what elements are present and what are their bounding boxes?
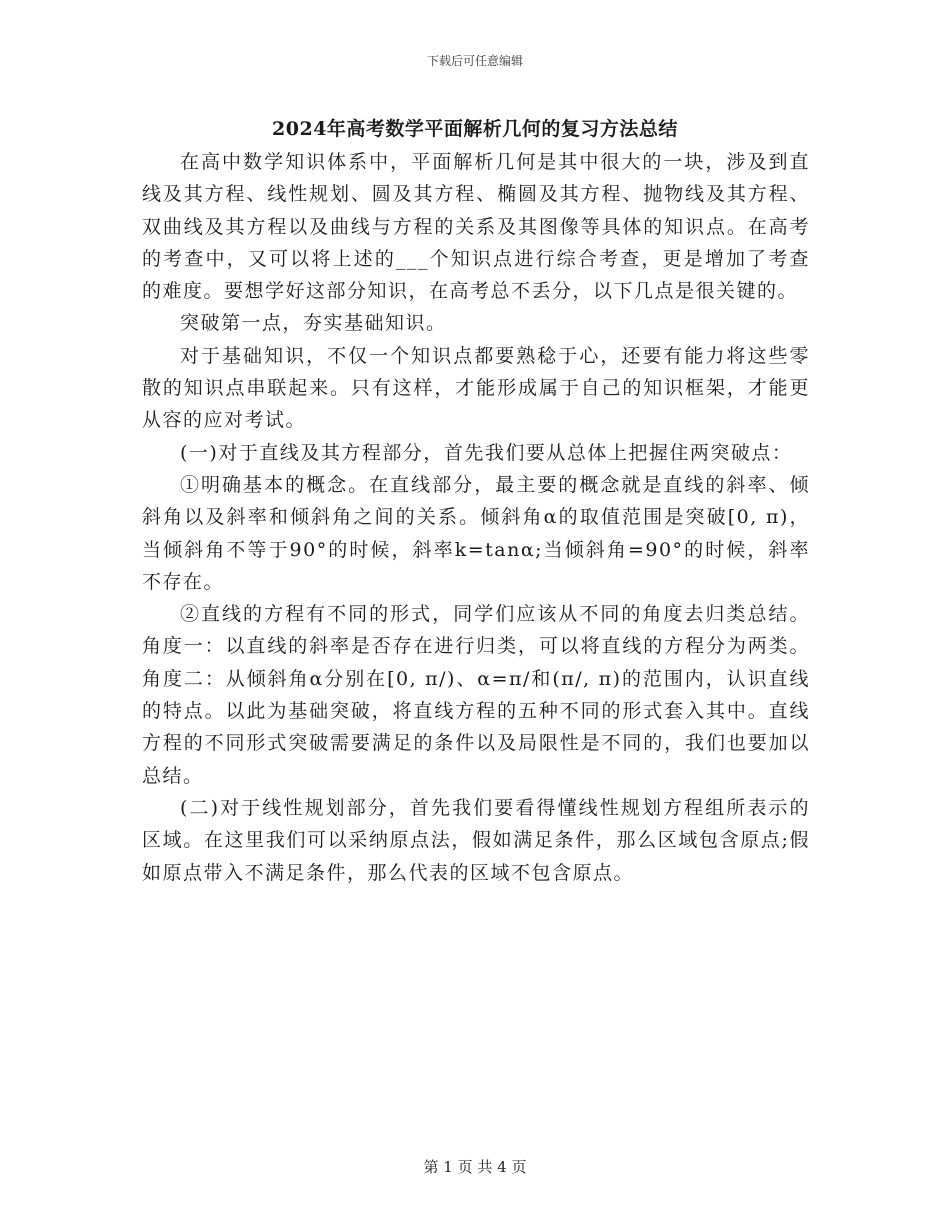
paragraph-breakthrough-1: 突破第一点，夯实基础知识。: [180, 312, 447, 335]
paragraph-section-1: (一)对于直线及其方程部分，首先我们要从总体上把握住两突破点：: [180, 441, 793, 464]
paragraph-point-1: ①明确基本的概念。在直线部分，最主要的概念就是直线的斜率、倾斜角以及斜率和倾斜角之间的关系。倾斜角α的取值范围是突破[0, π)，当倾斜角不等于90°的时候，斜率k=tanα;当倾斜角=90°的时候，斜率不存在。: [142, 473, 810, 593]
document-body: [142, 146, 810, 889]
header-note: 下载后可任意编辑: [426, 54, 523, 68]
paragraph-intro: 在高中数学知识体系中，平面解析几何是其中很大的一块，涉及到直线及其方程、线性规划、圆及其方程、椭圆及其方程、抛物线及其方程、双曲线及其方程以及曲线与方程的关系及其图像等具体的知识点。在高考的考查中，又可以将上述的___个知识点进行综合考查，更是增加了考查的难度。要想学好这部分知识，在高考总不丢分，以下几点是很关键的。: [142, 151, 810, 303]
paragraph-point-2: ②直线的方程有不同的形式，同学们应该从不同的角度去归类总结。角度一：以直线的斜率是否存在进行归类，可以将直线的方程分为两类。角度二：从倾斜角α分别在[0, π/)、α=π/和(π/, π)的范围内，认识直线的特点。以此为基础突破，将直线方程的五种不同的形式套入其中。直线方程的不同形式突破需要满足的条件以及局限性是不同的，我们也要加以总结。: [142, 603, 810, 787]
paragraph-basics: 对于基础知识，不仅一个知识点都要熟稔于心，还要有能力将这些零散的知识点串联起来。只有这样，才能形成属于自己的知识框架，才能更从容的应对考试。: [142, 344, 810, 432]
page-footer: 第 1 页 共 4 页: [423, 1158, 527, 1176]
paragraph-section-2: (二)对于线性规划部分，首先我们要看得懂线性规划方程组所表示的区域。在这里我们可以采纳原点法，假如满足条件，那么区域包含原点;假如原点带入不满足条件，那么代表的区域不包含原点。: [142, 796, 810, 884]
document-title: 2024年高考数学平面解析几何的复习方法总结: [272, 118, 678, 140]
